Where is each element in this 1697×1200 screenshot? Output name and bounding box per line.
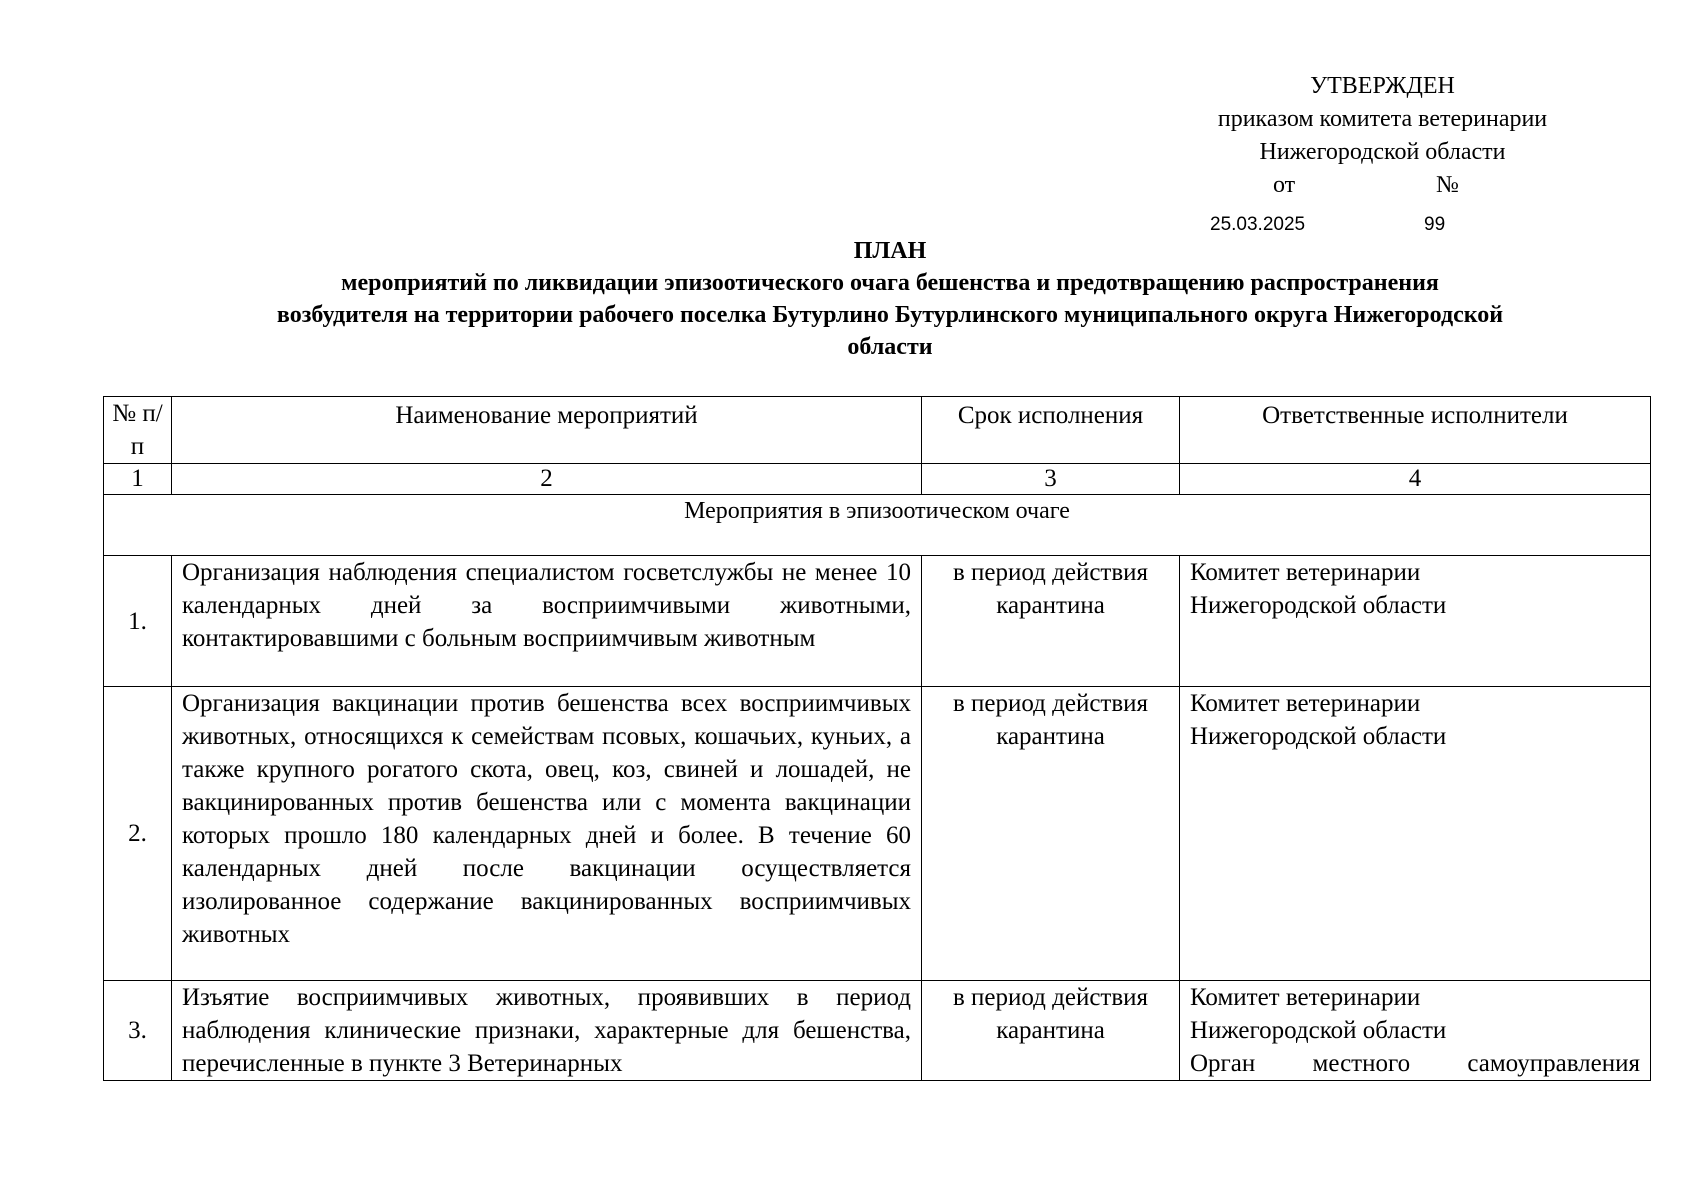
- responsible-line1: [1190, 981, 1640, 1014]
- responsible-word: ветеринарии: [1285, 559, 1421, 586]
- responsible-word: ветеринарии: [1285, 690, 1421, 717]
- order-from-row: [1170, 169, 1595, 202]
- responsible-word: ветеринарии: [1285, 984, 1421, 1011]
- order-label: приказом комитета ветеринарии: [1217, 106, 1548, 132]
- responsible-line2: Нижегородской области: [1190, 723, 1447, 750]
- responsible-line3: Орган местного самоуправления: [1190, 1050, 1640, 1077]
- plan-subtitle-line2: возбудителя на территории рабочего поселка Бутурлино Бутурлинского муниципального округа Нижегородской: [276, 302, 1504, 328]
- order-date: 25.03.2025: [1210, 214, 1306, 235]
- row-deadline: в период действия карантина: [922, 981, 1180, 1081]
- row-responsible: [1180, 981, 1651, 1081]
- row-responsible: [1180, 556, 1651, 687]
- document-title: [100, 235, 1680, 363]
- responsible-line1: [1190, 556, 1640, 589]
- table-row: [104, 981, 1651, 1081]
- plan-heading: ПЛАН: [853, 238, 927, 264]
- plan-subtitle-line3: области: [847, 334, 933, 360]
- row-name: Организация наблюдения специалистом госветслужбы не менее 10 календарных дней за восприимчивыми животными, контактировавшими с больным восприимчивым животным: [172, 556, 922, 687]
- row-num: 3.: [104, 981, 172, 1081]
- responsible-word: Комитет: [1190, 559, 1280, 586]
- column-index: 1: [104, 464, 172, 495]
- section-title: Мероприятия в эпизоотическом очаге: [104, 495, 1651, 556]
- header-responsible: Ответственные исполнители: [1180, 397, 1651, 464]
- order-date-row: [1170, 202, 1595, 235]
- section-row: [104, 495, 1651, 556]
- plan-subtitle-line1: мероприятий по ликвидации эпизоотического очага бешенства и предотвращению распространения: [341, 270, 1439, 296]
- column-index: 4: [1180, 464, 1651, 495]
- responsible-line2: Нижегородской области: [1190, 1017, 1447, 1044]
- row-deadline: в период действия карантина: [922, 556, 1180, 687]
- region-label: Нижегородской области: [1259, 139, 1506, 165]
- table-row: [104, 687, 1651, 981]
- plan-table: [103, 396, 1651, 1081]
- order-number: 99: [1424, 214, 1446, 235]
- column-index-row: [104, 464, 1651, 495]
- row-num: 2.: [104, 687, 172, 981]
- row-responsible: [1180, 687, 1651, 981]
- row-name: Организация вакцинации против бешенства всех восприимчивых животных, относящихся к семействам псовых, кошачьих, куньих, а также крупного рогатого скота, овец, коз, свиней и лошадей, не вакцинированных против бешенства или с момента вакцинации которых прошло 180 календарных дней и более. В течение 60 календарных дней после вакцинации осуществляется изолированное содержание вакцинированных восприимчивых животных: [172, 687, 922, 981]
- table-row: [104, 556, 1651, 687]
- approval-stamp: [1170, 70, 1595, 235]
- header-num: № п/п: [104, 397, 172, 464]
- responsible-line1: [1190, 687, 1640, 720]
- number-label: №: [1436, 172, 1459, 198]
- row-deadline: в период действия карантина: [922, 687, 1180, 981]
- responsible-line2: Нижегородской области: [1190, 592, 1447, 619]
- responsible-word: Комитет: [1190, 690, 1280, 717]
- from-label: от: [1273, 172, 1296, 198]
- header-name: Наименование мероприятий: [172, 397, 922, 464]
- approved-label: УТВЕРЖДЕН: [1310, 73, 1455, 99]
- column-index: 3: [922, 464, 1180, 495]
- row-num: 1.: [104, 556, 172, 687]
- header-deadline: Срок исполнения: [922, 397, 1180, 464]
- column-index: 2: [172, 464, 922, 495]
- responsible-word: Комитет: [1190, 984, 1280, 1011]
- table-header-row: [104, 397, 1651, 464]
- row-name: Изъятие восприимчивых животных, проявивших в период наблюдения клинические признаки, характерные для бешенства, перечисленные в пункте 3 Ветеринарных: [172, 981, 922, 1081]
